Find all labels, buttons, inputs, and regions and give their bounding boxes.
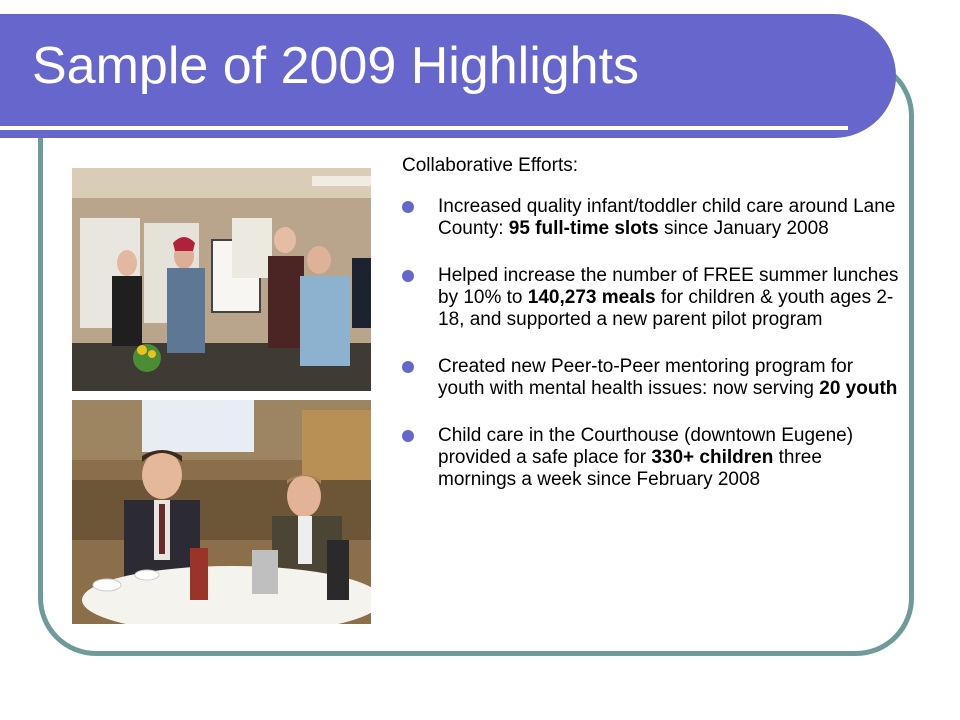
bullet-icon — [402, 201, 414, 213]
bullet-emphasis: 330+ children — [651, 447, 774, 468]
bullet-text: Created new Peer-to-Peer mentoring program for youth with mental health issues: now serving — [438, 356, 854, 399]
slide-title: Sample of 2009 Highlights — [32, 37, 640, 95]
bullet-text: Increased quality infant/toddler child care around Lane County: — [438, 196, 896, 239]
title-underline — [0, 126, 848, 130]
bullet-icon — [402, 430, 414, 442]
bullet-emphasis: 20 youth — [819, 378, 898, 399]
bullet-text: since January 2008 — [658, 218, 829, 239]
photo-banquet — [72, 400, 371, 624]
bullet-text: Helped increase the number of FREE summer lunches by 10% to — [438, 265, 899, 308]
bullet-text: Child care in the Courthouse (downtown Eugene) provided a safe place for — [438, 425, 854, 468]
list-item — [402, 265, 902, 331]
highlights-list — [402, 196, 902, 491]
section-heading: Collaborative Efforts: — [402, 155, 579, 176]
list-item — [402, 196, 902, 240]
bullet-text: three mornings a week since February 2008 — [438, 447, 822, 490]
photo-presenters — [72, 168, 371, 391]
bullet-emphasis: 95 full-time slots — [508, 218, 659, 239]
list-item — [402, 356, 902, 400]
content-area — [402, 155, 902, 516]
bullet-icon — [402, 361, 414, 373]
list-item — [402, 425, 902, 491]
bullet-text: for children & youth ages 2-18, and supported a new parent pilot program — [438, 287, 894, 330]
bullet-emphasis: 140,273 meals — [527, 287, 656, 308]
bullet-icon — [402, 270, 414, 282]
